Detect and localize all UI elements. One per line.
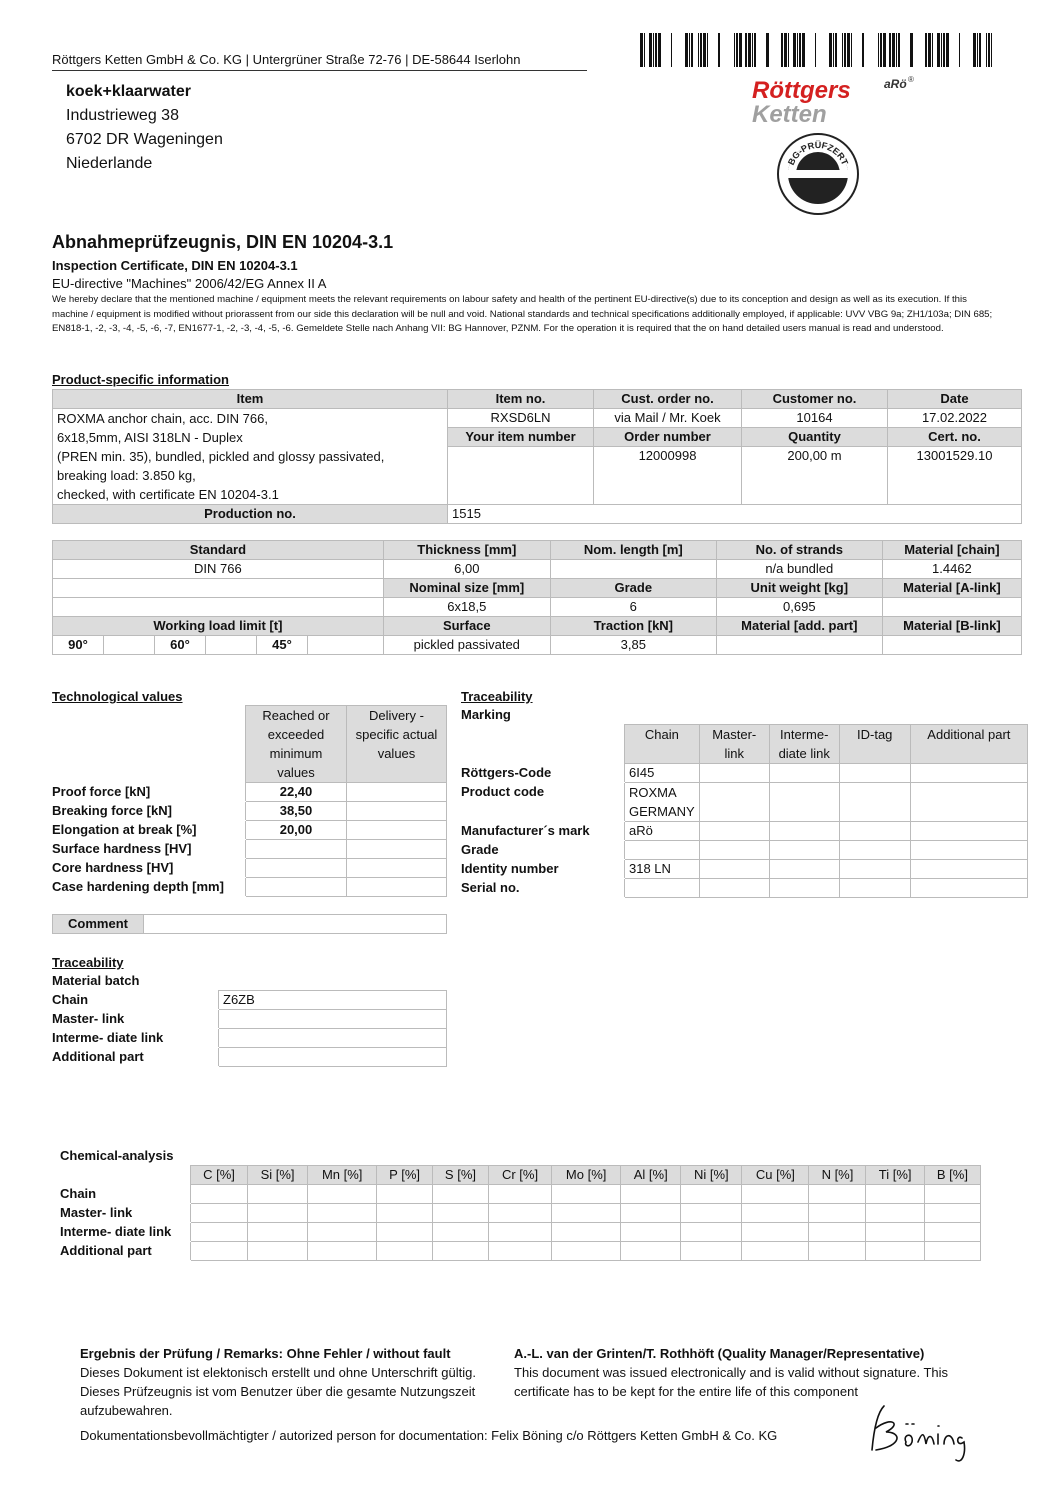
mark-label: Product code	[461, 783, 625, 822]
tech-label: Case hardening depth [mm]	[52, 878, 246, 897]
chem-element-header: Ni [%]	[681, 1166, 742, 1185]
chem-value	[191, 1242, 248, 1261]
chem-value	[488, 1185, 551, 1204]
barcode-bar	[700, 33, 702, 67]
barcode-bar	[937, 33, 940, 67]
barcode-bar	[793, 33, 796, 67]
footer-right	[514, 1344, 994, 1401]
tech-section-title: Technological values	[52, 689, 183, 704]
tech-reached	[246, 859, 347, 878]
barcode-bar	[815, 33, 816, 67]
tech-delivery	[347, 878, 447, 897]
barcode-bar	[977, 33, 978, 67]
h-mat-b: Material [B-link]	[882, 617, 1021, 636]
chem-value	[488, 1242, 551, 1261]
h-reached: Reached or exceeded minimum values	[246, 706, 347, 783]
barcode-bar	[799, 33, 801, 67]
h-mat-a: Material [A-link]	[882, 579, 1021, 598]
chem-value	[866, 1223, 924, 1242]
barcode-bar	[986, 33, 987, 67]
chem-element-header: N [%]	[809, 1166, 866, 1185]
tech-reached	[246, 878, 347, 897]
barcode-bar	[835, 33, 837, 67]
item-line: ROXMA anchor chain, acc. DIN 766,	[57, 411, 268, 426]
barcode-bar	[928, 33, 931, 67]
tech-delivery	[347, 802, 447, 821]
tech-label: Core hardness [HV]	[52, 859, 246, 878]
wll-angle-45: 45°	[257, 636, 308, 655]
company-logo	[750, 74, 920, 126]
sender-line: Röttgers Ketten GmbH & Co. KG | Untergrüner Straße 72-76 | DE-58644 Iserlohn	[52, 52, 587, 71]
chem-value	[621, 1204, 681, 1223]
barcode-bar	[851, 33, 852, 67]
chem-value	[191, 1204, 248, 1223]
h-mat-add: Material [add. part]	[716, 617, 882, 636]
comment-label: Comment	[53, 915, 144, 934]
barcode-bar	[896, 33, 897, 67]
chem-value	[866, 1242, 924, 1261]
chem-element-header: Cu [%]	[742, 1166, 809, 1185]
barcode-bar	[833, 33, 834, 67]
chem-element-header: B [%]	[924, 1166, 980, 1185]
chem-row-label: Chain	[60, 1185, 191, 1204]
de-note: Dieses Dokument ist elektonisch erstellt und ohne Unterschrift gültig. Dieses Prüfzeugnis ist vom Benutzer über die gesamte Nutzungszeit aufzubewahren.	[80, 1365, 476, 1418]
trace-mark-title: Traceability	[461, 689, 533, 704]
logo-reg: ®	[908, 75, 914, 84]
chem-element-header: Cr [%]	[488, 1166, 551, 1185]
chem-element-header: Ti [%]	[866, 1166, 924, 1185]
chem-value	[866, 1204, 924, 1223]
barcode-bar	[658, 33, 661, 67]
chem-value	[621, 1242, 681, 1261]
mat-a	[882, 598, 1021, 617]
chem-row-label: Additional part	[60, 1242, 191, 1261]
barcode-bar	[784, 33, 787, 67]
surface: pickled passivated	[383, 636, 550, 655]
chem-value	[742, 1223, 809, 1242]
barcode-bar	[739, 33, 742, 67]
barcode-bar	[941, 33, 942, 67]
h-item-no: Item no.	[448, 390, 594, 409]
barcode-bar	[979, 33, 981, 67]
h-customer-no: Customer no.	[742, 390, 888, 409]
item-line: (PREN min. 35), bundled, pickled and glossy passivated,	[57, 449, 385, 464]
chem-value	[308, 1242, 377, 1261]
item-description	[53, 409, 448, 505]
barcode-bar	[898, 33, 900, 67]
chem-value	[432, 1185, 488, 1204]
nom-length	[550, 560, 716, 579]
traction: 3,85	[550, 636, 716, 655]
h-wll: Working load limit [t]	[53, 617, 384, 636]
chem-value	[248, 1204, 308, 1223]
chem-element-header: C [%]	[191, 1166, 248, 1185]
mark-chain	[625, 879, 700, 898]
chem-value	[248, 1242, 308, 1261]
chem-value	[742, 1242, 809, 1261]
spec-blank	[53, 598, 384, 617]
material-batch-title: Material batch	[52, 973, 140, 988]
barcode-bar	[991, 33, 992, 67]
h-mark-add: Additional part	[910, 725, 1027, 764]
manager-text: A.-L. van der Grinten/T. Rothhöft (Quality Manager/Representative)	[514, 1346, 925, 1361]
h-production: Production no.	[53, 505, 448, 524]
barcode-bar	[718, 33, 720, 67]
chem-element-header: S [%]	[432, 1166, 488, 1185]
tech-reached: 22,40	[246, 783, 347, 802]
comment-value	[144, 915, 447, 934]
mark-label: Identity number	[461, 860, 625, 879]
chem-value	[308, 1185, 377, 1204]
chem-value	[308, 1223, 377, 1242]
chem-value	[621, 1185, 681, 1204]
seal-text: BG-PRÜFZERT	[785, 139, 851, 167]
item-line: checked, with certificate EN 10204-3.1	[57, 487, 279, 502]
h-order-number: Order number	[594, 428, 742, 447]
strands: n/a bundled	[716, 560, 882, 579]
barcode-bar	[745, 33, 747, 67]
recipient-city: 6702 DR Wageningen	[66, 131, 223, 148]
chem-value	[191, 1185, 248, 1204]
chem-element-header: Mn [%]	[308, 1166, 377, 1185]
mark-label: Röttgers-Code	[461, 764, 625, 783]
chem-value	[552, 1242, 621, 1261]
product-section-title: Product-specific information	[52, 372, 229, 387]
mark-chain: aRö	[625, 822, 700, 841]
barcode-bar	[889, 33, 891, 67]
barcode-bar	[653, 33, 654, 67]
barcode-bar	[880, 33, 882, 67]
chem-value	[248, 1223, 308, 1242]
barcode-bar	[959, 33, 960, 67]
barcode-bar	[946, 33, 949, 67]
recipient-address	[66, 80, 223, 176]
h-unit-weight: Unit weight [kg]	[716, 579, 882, 598]
chem-value	[488, 1223, 551, 1242]
cert-no: 13001529.10	[888, 447, 1022, 505]
chem-section-title: Chemical-analysis	[60, 1148, 174, 1163]
h-mark-chain: Chain	[625, 725, 700, 764]
chem-table	[60, 1165, 981, 1261]
document-title: Abnahmeprüfzeugnis, DIN EN 10204-3.1	[52, 232, 394, 252]
chem-value	[432, 1223, 488, 1242]
barcode-bar	[691, 33, 693, 67]
batch-value	[219, 1010, 447, 1029]
barcode-bar	[734, 33, 735, 67]
item-line: 6x18,5mm, AISI 318LN - Duplex	[57, 430, 243, 445]
barcode-bar	[842, 33, 843, 67]
batch-value	[219, 1029, 447, 1048]
chem-value	[552, 1223, 621, 1242]
standard: DIN 766	[53, 560, 384, 579]
tech-label: Surface hardness [HV]	[52, 840, 246, 859]
mark-chain	[625, 841, 700, 860]
production-no: 1515	[448, 505, 1022, 524]
customer-no: 10164	[742, 409, 888, 428]
mark-label: Manufacturer´s mark	[461, 822, 625, 841]
barcode-bar	[685, 33, 688, 67]
chem-value	[809, 1204, 866, 1223]
mark-chain: ROXMA GERMANY	[625, 783, 700, 822]
nominal-size: 6x18,5	[383, 598, 550, 617]
chem-value	[866, 1185, 924, 1204]
document-subtitle: Inspection Certificate, DIN EN 10204-3.1	[52, 258, 298, 273]
barcode-bar	[788, 33, 789, 67]
chem-element-header: P [%]	[377, 1166, 433, 1185]
order-number: 12000998	[594, 447, 742, 505]
h-mat-chain: Material [chain]	[882, 541, 1021, 560]
signature	[862, 1398, 992, 1468]
wll-angle-90: 90°	[53, 636, 104, 655]
mark-label: Grade	[461, 841, 625, 860]
barcode-bar	[655, 33, 657, 67]
barcode-bar	[644, 33, 645, 67]
quantity: 200,00 m	[742, 447, 888, 505]
chem-value	[488, 1204, 551, 1223]
recipient-street: Industrieweg 38	[66, 107, 179, 124]
chem-value	[621, 1223, 681, 1242]
batch-table	[52, 990, 447, 1067]
mat-chain: 1.4462	[882, 560, 1021, 579]
h-your-item: Your item number	[448, 428, 594, 447]
h-date: Date	[888, 390, 1022, 409]
recipient-country: Niederlande	[66, 155, 153, 172]
spec-blank	[53, 579, 384, 598]
logo-badge: aRö	[884, 77, 907, 91]
logo-line1: Röttgers	[752, 77, 851, 104]
barcode-bar	[943, 33, 945, 67]
chem-value	[681, 1242, 742, 1261]
chem-value	[681, 1223, 742, 1242]
logo-line2: Ketten	[752, 101, 827, 126]
h-standard: Standard	[53, 541, 384, 560]
trace-batch-title: Traceability	[52, 955, 124, 970]
authorized-text: Dokumentationsbevollmächtigter / autorized person for documentation: Felix Böning c/o Röttgers Ketten GmbH & Co. KG	[80, 1428, 778, 1443]
mark-chain: 318 LN	[625, 860, 700, 879]
chem-element-header: Al [%]	[621, 1166, 681, 1185]
date: 17.02.2022	[888, 409, 1022, 428]
chem-element-header: Si [%]	[248, 1166, 308, 1185]
h-nominal-size: Nominal size [mm]	[383, 579, 550, 598]
chem-row-label: Master- link	[60, 1204, 191, 1223]
chem-value	[924, 1223, 980, 1242]
chem-value	[377, 1185, 433, 1204]
barcode-bar	[862, 33, 864, 67]
batch-label: Additional part	[52, 1048, 219, 1067]
barcode-bar	[932, 33, 933, 67]
chem-value	[308, 1204, 377, 1223]
tech-label: Elongation at break [%]	[52, 821, 246, 840]
chem-value	[552, 1204, 621, 1223]
barcode-bar	[689, 33, 690, 67]
barcode-bar	[748, 33, 751, 67]
your-item	[448, 447, 594, 505]
barcode-bar	[703, 33, 706, 67]
thickness: 6,00	[383, 560, 550, 579]
chem-value	[809, 1242, 866, 1261]
h-grade: Grade	[550, 579, 716, 598]
chem-value	[377, 1223, 433, 1242]
wll-value-90	[104, 636, 155, 655]
chem-value	[924, 1204, 980, 1223]
h-mark-inter: Interme-diate link	[769, 725, 839, 764]
eu-directive: EU-directive "Machines" 2006/42/EG Annex II A	[52, 276, 327, 291]
chem-row-label: Interme- diate link	[60, 1223, 191, 1242]
chem-value	[742, 1204, 809, 1223]
h-surface: Surface	[383, 617, 550, 636]
batch-label: Master- link	[52, 1010, 219, 1029]
h-quantity: Quantity	[742, 428, 888, 447]
grade: 6	[550, 598, 716, 617]
item-no: RXSD6LN	[448, 409, 594, 428]
product-table	[52, 389, 1022, 524]
tech-delivery	[347, 859, 447, 878]
barcode-bar	[883, 33, 886, 67]
mark-chain: 6I45	[625, 764, 700, 783]
h-nom-length: Nom. length [m]	[550, 541, 716, 560]
batch-value: Z6ZB	[219, 991, 447, 1010]
tech-reached: 38,50	[246, 802, 347, 821]
unit-weight: 0,695	[716, 598, 882, 617]
barcode-bar	[910, 33, 913, 67]
tech-reached	[246, 840, 347, 859]
tech-reached: 20,00	[246, 821, 347, 840]
recipient-name: koek+klaarwater	[66, 83, 191, 100]
certification-seal	[776, 132, 860, 216]
h-mark-master: Master-link	[699, 725, 769, 764]
chem-value	[681, 1185, 742, 1204]
mark-label: Serial no.	[461, 879, 625, 898]
barcode-bar	[698, 33, 699, 67]
cust-order: via Mail / Mr. Koek	[594, 409, 742, 428]
result-text: Ergebnis der Prüfung / Remarks: Ohne Fehler / without fault	[80, 1346, 451, 1361]
barcode-bar	[752, 33, 753, 67]
chem-value	[809, 1185, 866, 1204]
chem-element-header: Mo [%]	[552, 1166, 621, 1185]
comment-table	[52, 914, 447, 934]
mat-b	[882, 636, 1021, 655]
barcode-bar	[781, 33, 783, 67]
h-cust-order: Cust. order no.	[594, 390, 742, 409]
chem-value	[809, 1223, 866, 1242]
h-cert: Cert. no.	[888, 428, 1022, 447]
chem-value	[248, 1185, 308, 1204]
batch-value	[219, 1048, 447, 1067]
chem-value	[377, 1242, 433, 1261]
wll-value-45	[308, 636, 384, 655]
wll-value-60	[206, 636, 257, 655]
specification-table	[52, 540, 1022, 655]
barcode-bar	[892, 33, 895, 67]
marking-table	[461, 724, 1028, 898]
tech-label: Proof force [kN]	[52, 783, 246, 802]
chem-value	[432, 1204, 488, 1223]
mat-add	[716, 636, 882, 655]
barcode-bar	[766, 33, 769, 67]
batch-label: Interme- diate link	[52, 1029, 219, 1048]
item-line: breaking load: 3.850 kg,	[57, 468, 196, 483]
chem-value	[742, 1185, 809, 1204]
barcode-bar	[671, 33, 672, 67]
barcode-bar	[878, 33, 879, 67]
chem-value	[924, 1185, 980, 1204]
h-mark-id: ID-tag	[839, 725, 910, 764]
en-note: This document was issued electronically and is valid without signature. This certificate has to be kept for the entire life of this component	[514, 1365, 949, 1399]
barcode-bar	[640, 33, 643, 67]
h-thickness: Thickness [mm]	[383, 541, 550, 560]
tech-label: Breaking force [kN]	[52, 802, 246, 821]
tech-delivery	[347, 840, 447, 859]
h-traction: Traction [kN]	[550, 617, 716, 636]
barcode-bar	[973, 33, 976, 67]
wll-angle-60: 60°	[155, 636, 206, 655]
tech-delivery	[347, 783, 447, 802]
barcode-bar	[797, 33, 798, 67]
barcode-bar	[844, 33, 846, 67]
barcode-bar	[802, 33, 805, 67]
chem-value	[552, 1185, 621, 1204]
chem-value	[377, 1204, 433, 1223]
h-strands: No. of strands	[716, 541, 882, 560]
barcode-bar	[988, 33, 990, 67]
marking-title: Marking	[461, 707, 511, 722]
tech-delivery	[347, 821, 447, 840]
h-item: Item	[53, 390, 448, 409]
h-delivery: Delivery - specific actual values	[347, 706, 447, 783]
barcode-bar	[736, 33, 738, 67]
barcode	[640, 33, 992, 67]
barcode-bar	[829, 33, 832, 67]
chem-value	[432, 1242, 488, 1261]
barcode-bar	[649, 33, 652, 67]
barcode-bar	[925, 33, 927, 67]
chem-value	[191, 1223, 248, 1242]
barcode-bar	[707, 33, 708, 67]
chem-value	[681, 1204, 742, 1223]
chem-value	[924, 1242, 980, 1261]
footer-left	[80, 1344, 500, 1420]
declaration-text: We hereby declare that the mentioned machine / equipment meets the relevant requirements on labour safety and health of the pertinent EU-directive(s) due to its conception and design as well as its execution. If this machine / equipment is modified without priorassent from our side this declaration will be null and void. National standards and technical specifications additionally employed, if applicable: UVV VBG 9a; ZH1/103a; DIN 685; EN818-1, -2, -3, -4, -5, -6, -7, EN1677-1, -2, -3, -4, -5, -6. Gemeldete Stelle nach Anhang VII: BG Hannover, PZNM. For the operation it is required that the on hand detailed users manual is read and understood.	[52, 294, 993, 334]
barcode-bar	[847, 33, 850, 67]
batch-label: Chain	[52, 991, 219, 1010]
tech-table	[52, 705, 447, 897]
barcode-bar	[754, 33, 756, 67]
